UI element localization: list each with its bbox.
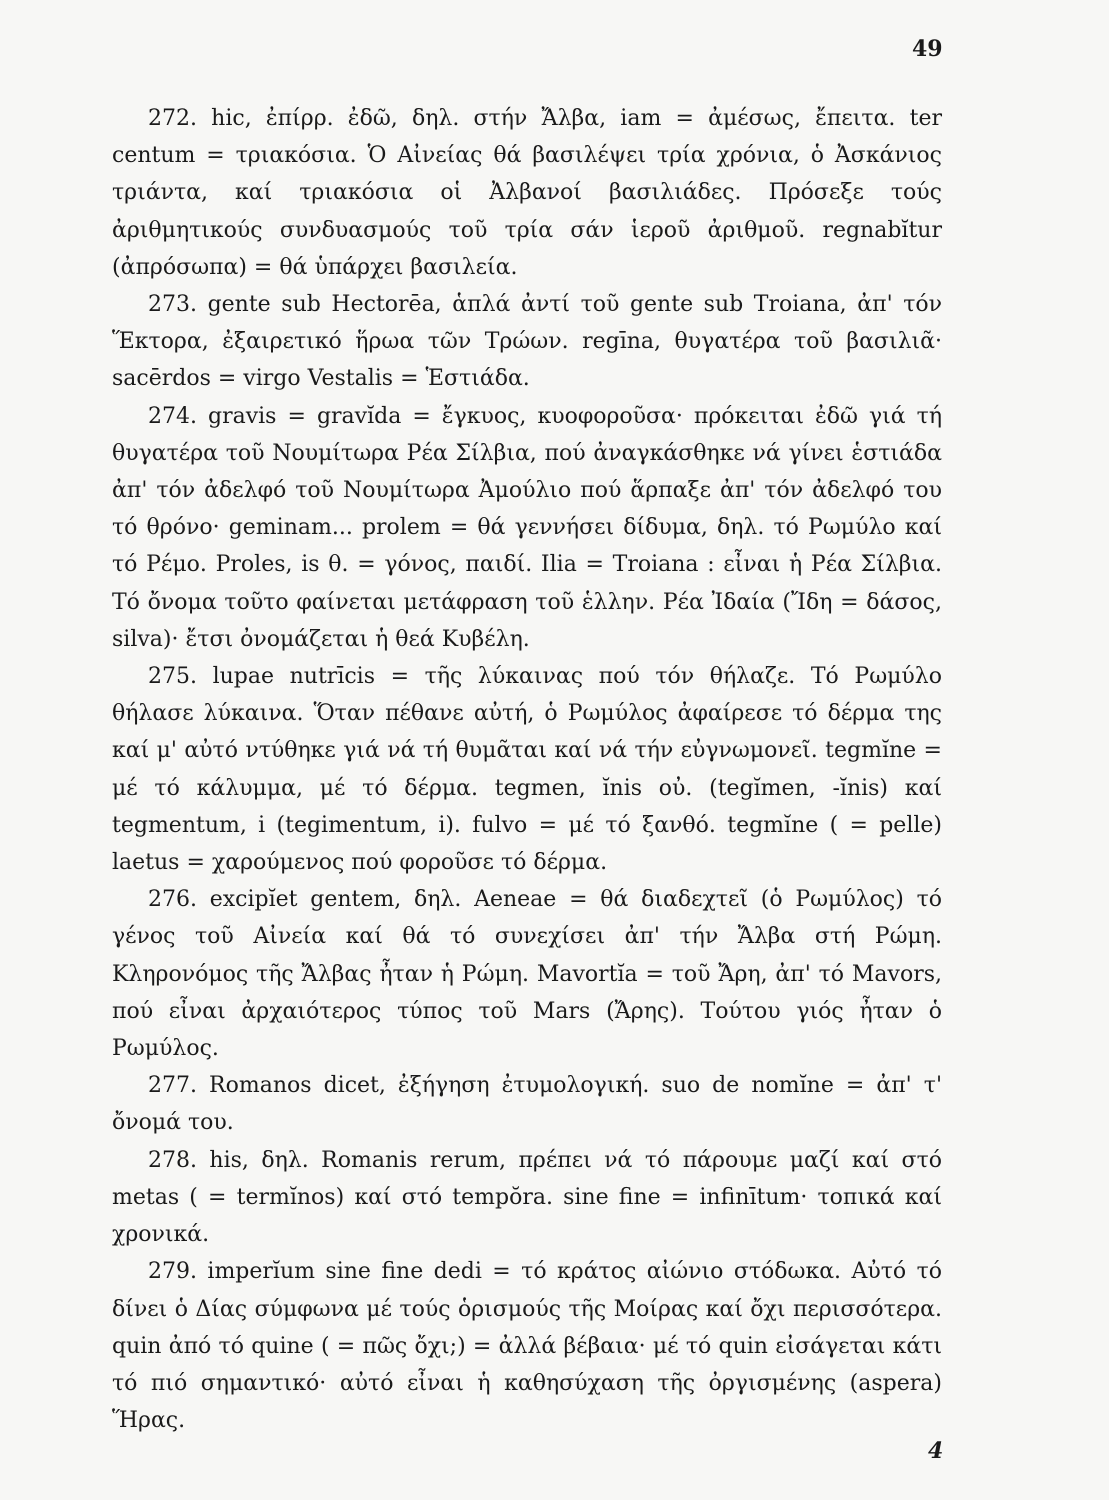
page-number: 49: [912, 36, 943, 62]
note-277: 277. Romanos dicet, ἐξήγηση ἐτυμολογική. suo de nomĭne = ἀπ' τ' ὄνομά του.: [112, 1073, 942, 1136]
note-279: 279. imperĭum sine fine dedi = τό κράτος αἰώνιο στόδωκα. Αὐτό τό δίνει ὁ Δίας σύμφωνα μέ τούς ὁρισμούς τῆς Μοίρας καί ὄχι περισσότερα. quin ἀπό τό quine ( = πῶς ὄχι;) = ἀλλά βέβαια· μέ τό quin εἰσάγεται κάτι τό πιό σημαντικό· αὐτό εἶναι ἡ καθησύχαση τῆς ὀργισμένης (aspera) Ἥρας.: [112, 1259, 942, 1434]
note-272: 272. hic, ἐπίρρ. ἐδῶ, δηλ. στήν Ἄλβα, iam = ἀμέσως, ἔπειτα. ter centum = τριακόσια. Ὁ Αἰνείας θά βασιλέψει τρία χρόνια, ὁ Ἀσκάνιος τριάντα, καί τριακόσια οἱ Ἀλβανοί βασιλιάδες. Πρόσεξε τούς ἀριθμητικούς συνδυασμούς τοῦ τρία σάν ἱεροῦ ἀριθμοῦ. regnabĭtur (ἀπρόσωπα) = θά ὑπάρχει βασιλεία.: [112, 106, 942, 280]
signature-mark: 4: [928, 1438, 944, 1464]
note-276: 276. excipĭet gentem, δηλ. Aeneae = θά διαδεχτεῖ (ὁ Ρωμύλος) τό γένος τοῦ Αἰνεία καί θά τό συνεχίσει ἀπ' τήν Ἄλβα στή Ρώμη. Κληρονόμος τῆς Ἄλβας ἦταν ἡ Ρώμη. Mavortĭa = τοῦ Ἄρη, ἀπ' τό Mavors, πού εἶναι ἀρχαιότερος τύπος τοῦ Mars (Ἄρης). Τούτου γιός ἦταν ὁ Ρωμύλος.: [112, 887, 942, 1062]
note-273: 273. gente sub Hectorēa, ἁπλά ἀντί τοῦ gente sub Troiana, ἀπ' τόν Ἕκτορα, ἐξαιρετικό ἥρωα τῶν Τρώων. regīna, θυγατέρα τοῦ βασιλιᾶ· sacērdos = virgo Vestalis = Ἑστιάδα.: [112, 292, 942, 392]
note-275: 275. lupae nutrīcis = τῆς λύκαινας πού τόν θήλαζε. Τό Ρωμύλο θήλασε λύκαινα. Ὅταν πέθανε αὐτή, ὁ Ρωμύλος ἀφαίρεσε τό δέρμα της καί μ' αὐτό ντύθηκε γιά νά τή θυμᾶται καί νά τήν εὐγνωμονεῖ. tegmĭne = μέ τό κάλυμμα, μέ τό δέρμα. tegmen, ĭnis οὐ. (tegĭmen, -ĭnis) καί tegmentum, i (tegimentum, i). fulvo = μέ τό ξανθό. tegmĭne ( = pelle) laetus = χαρούμενος πού φοροῦσε τό δέρμα.: [112, 664, 942, 876]
note-278: 278. his, δηλ. Romanis rerum, πρέπει νά τό πάρουμε μαζί καί στό metas ( = termĭnos) καί στό tempŏra. sine fine = infinītum· τοπικά καί χρονικά.: [112, 1147, 942, 1248]
note-274: 274. gravis = gravĭda = ἔγκυος, κυοφοροῦσα· πρόκειται ἐδῶ γιά τή θυγατέρα τοῦ Νουμίτωρα Ρέα Σίλβια, πού ἀναγκάσθηκε νά γίνει ἑστιάδα ἀπ' τόν ἀδελφό τοῦ Νουμίτωρα Ἀμούλιο πού ἅρπαξε ἀπ' τόν ἀδελφό του τό θρόνο· geminam... prolem = θά γεννήσει δίδυμα, δηλ. τό Ρωμύλο καί τό Ρέμο. Proles, is θ. = γόνος, παιδί. Ilia = Troiana : εἶναι ἡ Ρέα Σίλβια. Τό ὄνομα τοῦτο φαίνεται μετάφραση τοῦ ἑλλην. Ρέα Ἰδαία (Ἴδη = δάσος, silva)· ἔτσι ὀνομάζεται ἡ θεά Κυβέλη.: [112, 403, 942, 652]
commentary-text: [112, 100, 942, 1439]
